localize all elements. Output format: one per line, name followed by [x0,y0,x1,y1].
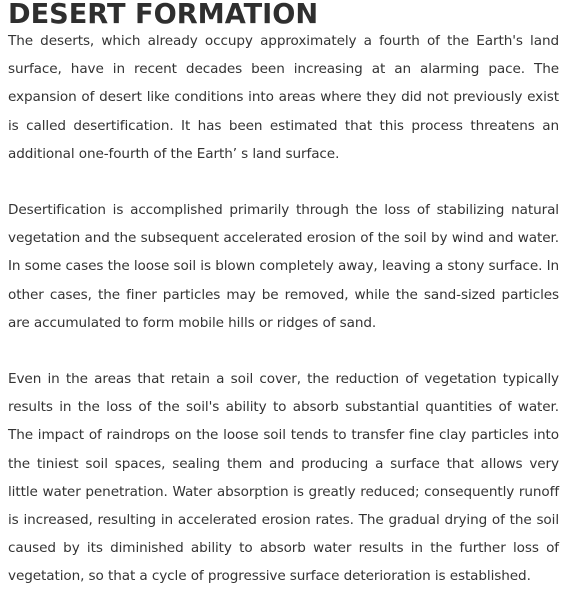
document [8,0,559,591]
paragraph-gap [8,168,559,196]
paragraph-gap [8,337,559,365]
document-title: DESERT FORMATION [8,0,319,30]
paragraph-3: Even in the areas that retain a soil cover, the reduction of vegetation typically results in the loss of the soil's ability to absorb substantial quantities of water. The impact of raindrops on the loose soil tends to transfer fine clay particles into the tiniest soil spaces, sealing them and producing a surface that allows very little water penetration. Water absorption is greatly reduced; consequently runoff is increased, resulting in accelerated erosion rates. The gradual drying of the soil caused by its diminished ability to absorb water results in the further loss of vegetation, so that a cycle of progressive surface deterioration is established. [8,371,559,585]
paragraph-1: The deserts, which already occupy approximately a fourth of the Earth's land surface, have in recent decades been increasing at an alarming pace. The expansion of desert like conditions into areas where they did not previously exist is called desertification. It has been estimated that this process threatens an additional one-fourth of the Earth’ s land surface. [8,33,559,162]
paragraph-2: Desertification is accomplished primarily through the loss of stabilizing natural vegetation and the subsequent accelerated erosion of the soil by wind and water. In some cases the loose soil is blown completely away, leaving a stony surface. In other cases, the finer particles may be removed, while the sand-sized particles are accumulated to form mobile hills or ridges of sand. [8,202,559,331]
